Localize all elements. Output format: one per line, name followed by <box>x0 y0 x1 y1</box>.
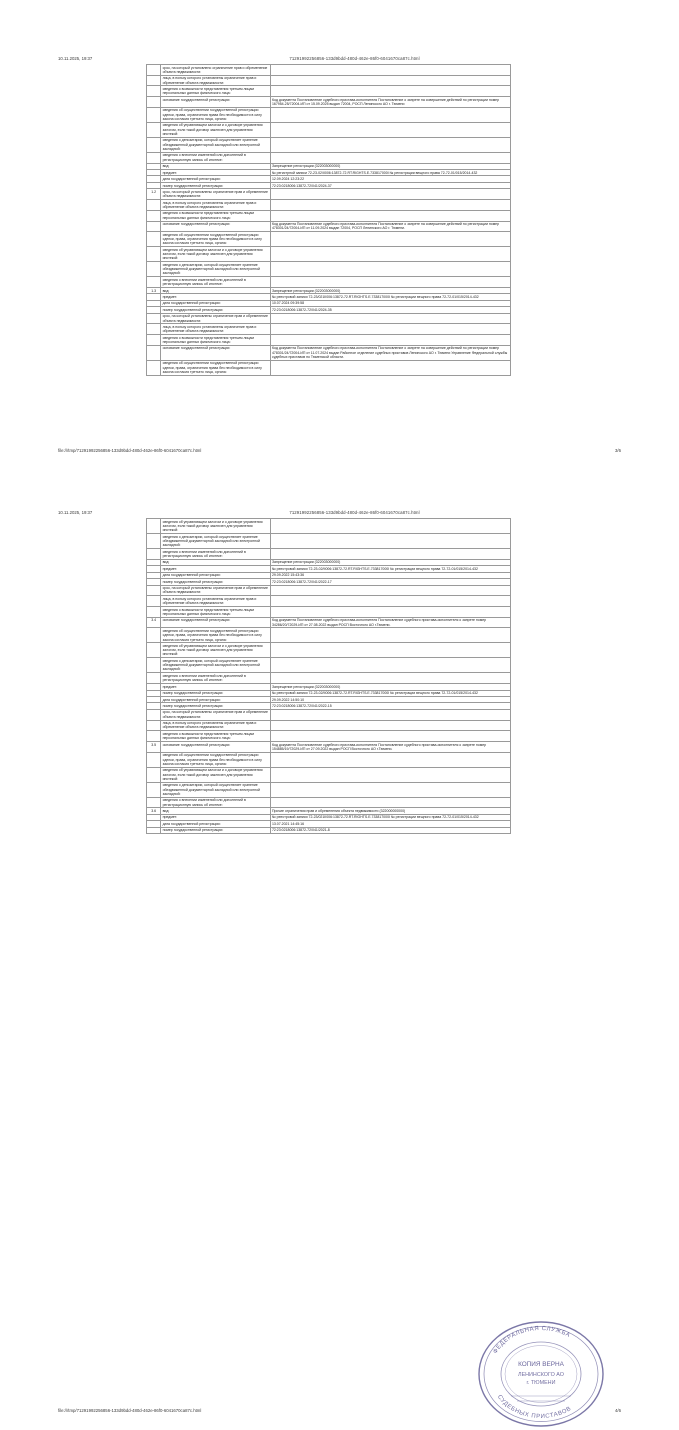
table-row <box>147 606 511 617</box>
row-label: номер государственной регистрации: <box>161 827 270 833</box>
row-value <box>270 628 510 643</box>
row-section-number <box>147 324 161 335</box>
official-seal-stamp <box>470 1318 612 1430</box>
row-section-number: 1.2 <box>147 189 161 200</box>
row-section-number <box>147 643 161 658</box>
table-row <box>147 767 511 782</box>
row-section-number <box>147 335 161 346</box>
row-section-number <box>147 86 161 97</box>
svg-text:г. ТЮМЕНИ: г. ТЮМЕНИ <box>526 1380 556 1386</box>
page-header <box>0 0 679 61</box>
row-section-number <box>147 709 161 720</box>
table-row <box>147 617 511 628</box>
row-section-number <box>147 767 161 782</box>
row-section-number <box>147 752 161 767</box>
table-row <box>147 324 511 335</box>
header-url-2: 71291992256856-133d9bdd-480d-462e-86f0-6041670ca87c.html <box>289 510 420 515</box>
row-section-number <box>147 75 161 86</box>
svg-text:СУДЕБНЫХ ПРИСТАВОВ: СУДЕБНЫХ ПРИСТАВОВ <box>495 1394 573 1421</box>
row-label: сведения о возможности представления третьим лицам персональных данных физического лица: <box>161 731 270 742</box>
row-label: сведения о внесении изменений или дополнений в регистрационную запись об ипотеке: <box>161 277 270 288</box>
header-url: 71291992256856-133d9bdd-480d-462e-86f0-6041670ca87c.html <box>289 56 420 61</box>
row-label: сведения о внесении изменений или дополнений в регистрационную запись об ипотеке: <box>161 152 270 163</box>
table-row <box>147 200 511 211</box>
table-row <box>147 221 511 232</box>
row-label: лица, в пользу которого установлены ограничение прав и обременение объекта недвижимости: <box>161 200 270 211</box>
row-section-number <box>147 247 161 262</box>
table-row <box>147 345 511 360</box>
row-value <box>270 673 510 684</box>
table-row <box>147 262 511 277</box>
row-section-number <box>147 596 161 607</box>
row-value <box>270 324 510 335</box>
row-label: предмет: <box>161 814 270 820</box>
row-value <box>270 232 510 247</box>
row-value <box>270 137 510 152</box>
row-section-number <box>147 232 161 247</box>
table-row <box>147 247 511 262</box>
row-value <box>270 720 510 731</box>
svg-text:КОПИЯ ВЕРНА: КОПИЯ ВЕРНА <box>518 1361 564 1368</box>
table-row <box>147 277 511 288</box>
row-section-number <box>147 360 161 375</box>
row-value: 10.07.2024 09:39:58 <box>270 300 510 306</box>
row-section-number <box>147 137 161 152</box>
row-value: Код документа Постановление судебного пристава-исполнителя Постановление судебного пристава-исполнителя о запрете номер 34286/20/72029-ИП от 27.08.2022 выдан РОСП Восточного АО г.Тюмени. <box>270 617 510 628</box>
row-label: лица, в пользу которого установлены ограничение прав и обременение объекта недвижимости: <box>161 324 270 335</box>
row-label: дата государственной регистрации: <box>161 572 270 578</box>
table-row <box>147 137 511 152</box>
row-label: основание государственной регистрации: <box>161 97 270 108</box>
row-section-number <box>147 827 161 833</box>
row-value: Код документа Постановление судебного пристава-исполнителя Постановление о запрете на совершение действий по регистрации номер 478301/24/72004-ИП от 11.07.2024 выдан Районное отделение судебных приставов Ленинского АО г. Тюмени Управление Федеральной службы судебных приставов по Тюменской области. <box>270 345 510 360</box>
row-label: сведения об осуществлении государственной регистрации сделки, права, ограничения права без необходимости в силу закона согласия третьего лица, органа: <box>161 107 270 122</box>
row-value: № реестровой записи 72-23/021II006:13872-72.RT.RIGHTS.E.733817000I № регистрации вещного права 72-72-01/015/2014-432 <box>270 814 510 820</box>
row-label: сведения о депозитарии, который осуществляет хранение обездвиженной документарной закладной или электронной закладной: <box>161 137 270 152</box>
row-label: срок, на который установлены ограничение прав и обременение объекта недвижимости: <box>161 709 270 720</box>
row-value <box>270 313 510 324</box>
footer-url-2: file:///tmp/71291992256856-133d9bdd-480d-462e-86f0-6041670ca87c.html <box>58 1408 202 1413</box>
row-label: сведения о возможности представления третьим лицам персональных данных физического лица: <box>161 606 270 617</box>
row-value <box>270 122 510 137</box>
row-label: сведения об осуществлении государственной регистрации сделки, права, ограничения права без необходимости в силу закона согласия третьего лица, органа: <box>161 360 270 375</box>
row-value <box>270 533 510 548</box>
row-value: Запрещение регистрации (322003000000) <box>270 163 510 169</box>
table-row <box>147 86 511 97</box>
table-row <box>147 107 511 122</box>
row-section-number <box>147 731 161 742</box>
row-value <box>270 86 510 97</box>
row-value: № регистрной записи 72-23-02/II006:13872-72.RT.RIGHTS.E.733817000I № регистрации вещного права 72-72-01/015/2014-432 <box>270 170 510 176</box>
row-value: № реестровой записи 72-23/021II006:13872-72.RT.RIGHTS.E.733817000I № регистрации вещного права 72-72-01/015/2014-432 <box>270 294 510 300</box>
row-value <box>270 585 510 596</box>
row-section-number <box>147 658 161 673</box>
svg-text:ФЕДЕРАЛЬНАЯ СЛУЖБА: ФЕДЕРАЛЬНАЯ СЛУЖБА <box>492 1325 572 1355</box>
row-label: срок, на который установлены ограничение прав и обременение объекта недвижимости: <box>161 585 270 596</box>
row-value: 29.09.2022 14:50:10 <box>270 696 510 702</box>
row-label: срок, на который установлены ограничение прав и обременение объекта недвижимости: <box>161 189 270 200</box>
row-value: 72:23:0218006:13872-72/041/2021-8 <box>270 827 510 833</box>
registry-table-page-1 <box>146 64 511 376</box>
row-value: 72:23:0218006:13872-72/041/2022-15 <box>270 703 510 709</box>
row-label: сведения о депозитарии, который осуществляет хранение обездвиженной документарной закладной или электронной закладной: <box>161 658 270 673</box>
table-row <box>147 731 511 742</box>
row-section-number <box>147 720 161 731</box>
row-label: сведения об управляющем залогом и о договоре управления залогом, если такой договор заключен для управления ипотекой: <box>161 767 270 782</box>
table-row <box>147 628 511 643</box>
row-label: номер государственной регистрации: <box>161 307 270 313</box>
row-label: дата государственной регистрации: <box>161 696 270 702</box>
row-value <box>270 189 510 200</box>
row-section-number <box>147 519 161 534</box>
table-row <box>147 643 511 658</box>
table-row <box>147 752 511 767</box>
row-value <box>270 247 510 262</box>
footer-page-number: 3/6 <box>615 448 621 453</box>
row-label: срок, на который установлены ограничение прав и обременение объекта недвижимости: <box>161 313 270 324</box>
row-value <box>270 596 510 607</box>
row-label: сведения о возможности представления третьим лицам персональных данных физического лица: <box>161 335 270 346</box>
row-value: Код документа Постановление судебного пристава-исполнителя Постановление судебного пристава-исполнителя о запрете номер 154885/19/72029-ИП от 27.09.2022 выдан РОСП Восточного АО г.Тюмени. <box>270 742 510 753</box>
row-value <box>270 606 510 617</box>
row-section-number <box>147 345 161 360</box>
page-header-2 <box>0 480 679 515</box>
row-value <box>270 782 510 797</box>
row-label: сведения об управляющем залогом и о договоре управления залогом, если такой договор заключен для управления ипотекой: <box>161 122 270 137</box>
header-timestamp: 10.11.2025, 19:37 <box>58 56 93 61</box>
document-page-1 <box>0 0 679 480</box>
row-value <box>270 262 510 277</box>
row-value <box>270 797 510 808</box>
row-value <box>270 767 510 782</box>
table-row <box>147 335 511 346</box>
row-value: 12.09.2024 12:23:22 <box>270 176 510 182</box>
row-label: основание государственной регистрации: <box>161 345 270 360</box>
row-value: Прочие ограничения прав и обременения объекта недвижимости (322000000000) <box>270 808 510 814</box>
row-section-number <box>147 313 161 324</box>
row-section-number <box>147 210 161 221</box>
row-value: № реестровой записи 72-23-02/II006:13872-72.RT.RIGHTS.E.733817000I № регистрации вещного права 72-72-01/015/2014-432 <box>270 566 510 572</box>
row-value <box>270 731 510 742</box>
row-label: сведения о внесении изменений или дополнений в регистрационную запись об ипотеке: <box>161 548 270 559</box>
row-value: Запрещение регистрации (322003000000) <box>270 559 510 565</box>
table-row <box>147 232 511 247</box>
table-row <box>147 152 511 163</box>
row-label: предмет: <box>161 294 270 300</box>
row-section-number <box>147 97 161 108</box>
row-section-number <box>147 628 161 643</box>
row-value <box>270 752 510 767</box>
row-label: сведения об управляющем залогом и о договоре управления залогом, если такой договор заключен для управления ипотекой: <box>161 643 270 658</box>
row-value <box>270 210 510 221</box>
row-section-number <box>147 65 161 76</box>
table-row <box>147 548 511 559</box>
row-label: дата государственной регистрации: <box>161 821 270 827</box>
table-row <box>147 360 511 375</box>
row-label: предмет: <box>161 684 270 690</box>
row-section-number <box>147 673 161 684</box>
table-row <box>147 585 511 596</box>
registry-table-page-2 <box>146 518 511 834</box>
row-value: Код документа Постановление судебного пристава-исполнителя Постановление о запрете на совершение действий по регистрации номер 167954-25/72004-ИП от 15.09.2025 выдан 72004, РОСП Ленинского АО г. Тюмени <box>270 97 510 108</box>
row-section-number <box>147 262 161 277</box>
table-row <box>147 658 511 673</box>
row-section-number <box>147 585 161 596</box>
row-label: сведения об осуществлении государственной регистрации сделки, права, ограничения права без необходимости в силу закона согласия третьего лица, органа: <box>161 628 270 643</box>
row-label: лица, в пользу которого установлены ограничение прав и обременение объекта недвижимости: <box>161 720 270 731</box>
footer-page-number-2: 4/6 <box>615 1408 621 1413</box>
row-value <box>270 643 510 658</box>
table-row <box>147 533 511 548</box>
row-label: вид: <box>161 559 270 565</box>
table-row <box>147 75 511 86</box>
row-section-number <box>147 107 161 122</box>
row-section-number: 3.4 <box>147 617 161 628</box>
row-label: предмет: <box>161 170 270 176</box>
header-timestamp-2: 10.11.2025, 19:37 <box>58 510 93 515</box>
row-label: вид: <box>161 808 270 814</box>
row-value <box>270 65 510 76</box>
row-label: номер государственной регистрации: <box>161 579 270 585</box>
row-section-number <box>147 797 161 808</box>
row-value <box>270 335 510 346</box>
row-section-number <box>147 152 161 163</box>
row-label: основание государственной регистрации: <box>161 221 270 232</box>
table-row <box>147 709 511 720</box>
table-row <box>147 313 511 324</box>
row-label: дата государственной регистрации: <box>161 176 270 182</box>
row-value: Запрещение регистрации (322003000000) <box>270 684 510 690</box>
row-section-number <box>147 533 161 548</box>
table-row <box>147 797 511 808</box>
row-section-number <box>147 200 161 211</box>
row-label: сведения о возможности представления третьим лицам персональных данных физического лица: <box>161 210 270 221</box>
row-section-number <box>147 782 161 797</box>
table-row <box>147 122 511 137</box>
table-row <box>147 673 511 684</box>
page-footer-1 <box>0 448 679 453</box>
row-label: сведения о внесении изменений или дополнений в регистрационную запись об ипотеке: <box>161 673 270 684</box>
table-row <box>147 65 511 76</box>
row-section-number: 3.6 <box>147 808 161 814</box>
row-label: сведения о депозитарии, который осуществляет хранение обездвиженной документарной закладной или электронной закладной: <box>161 533 270 548</box>
table-row <box>147 519 511 534</box>
row-label: номер государственной регистрации: <box>161 182 270 188</box>
row-value <box>270 548 510 559</box>
table-row <box>147 720 511 731</box>
table-row <box>147 782 511 797</box>
svg-text:ЛЕНИНСКОГО АО: ЛЕНИНСКОГО АО <box>518 1372 564 1378</box>
table-row <box>147 210 511 221</box>
row-label: срок, на который установлено ограничение прав и обременение объекта недвижимости: <box>161 65 270 76</box>
row-value <box>270 360 510 375</box>
row-section-number <box>147 221 161 232</box>
row-value <box>270 709 510 720</box>
row-value <box>270 519 510 534</box>
row-section-number <box>147 122 161 137</box>
table-row <box>147 189 511 200</box>
row-section-number: 3.5 <box>147 742 161 753</box>
document-page-2 <box>0 480 679 1421</box>
row-value <box>270 200 510 211</box>
table-row <box>147 827 511 833</box>
row-label: лица, в пользу которого установлены ограничение прав и обременение объекта недвижимости: <box>161 75 270 86</box>
row-label: основание государственной регистрации: <box>161 617 270 628</box>
footer-url: file:///tmp/71291992256856-133d9bdd-480d-462e-86f0-6041670ca87c.html <box>58 448 202 453</box>
row-value: 72:23:0218006:13872-72/041/2022-17 <box>270 579 510 585</box>
row-label: номер государственной регистрации: <box>161 690 270 696</box>
row-value: 29.09.2022 15:43:36 <box>270 572 510 578</box>
row-value <box>270 107 510 122</box>
row-label: сведения об управляющем залогом и о договоре управления залогом, если такой договор заключен для управления ипотекой: <box>161 247 270 262</box>
row-value <box>270 75 510 86</box>
row-section-number <box>147 606 161 617</box>
row-section-number <box>147 277 161 288</box>
row-section-number <box>147 548 161 559</box>
row-value: 13.07.2021 14:45:16 <box>270 821 510 827</box>
page-footer-2 <box>0 1408 679 1413</box>
row-value: 72:23:0218006:13872-72/041/2024-37 <box>270 182 510 188</box>
row-label: сведения об осуществлении государственной регистрации сделки, права, ограничения права без необходимости в силу закона согласия третьего лица, органа: <box>161 752 270 767</box>
table-row <box>147 97 511 108</box>
row-label: сведения об управляющем залогом и о договоре управления залогом, если такой договор заключен для управления ипотекой: <box>161 519 270 534</box>
row-value <box>270 277 510 288</box>
row-label: вид: <box>161 287 270 293</box>
row-label: дата государственной регистрации: <box>161 300 270 306</box>
row-label: сведения о депозитарии, который осуществляет хранение обездвиженной документарной закладной или электронной закладной: <box>161 782 270 797</box>
row-value: Код документа Постановление судебного пристава-исполнителя Постановление о запрете на совершение действий по регистрации номер 478301/24/72004-ИП от 11.09.2024 выдан 72004, РОСП Ленинского АО г. Тюмени. <box>270 221 510 232</box>
row-value <box>270 658 510 673</box>
table-row <box>147 596 511 607</box>
row-label: номер государственной регистрации: <box>161 703 270 709</box>
row-value <box>270 152 510 163</box>
row-label: сведения о возможности представления третьим лицам персональных данных физического лица: <box>161 86 270 97</box>
row-value: № реестровой записи 72-23-02/II006:13872-72.RT.RIGHTS.E.733817000I № регистрации вещного права 72-72-01/015/2014-432 <box>270 690 510 696</box>
row-label: сведения об осуществлении государственной регистрации сделки, права, ограничения права без необходимости в силу закона согласия третьего лица, органа: <box>161 232 270 247</box>
row-label: предмет: <box>161 566 270 572</box>
row-label: основание государственной регистрации: <box>161 742 270 753</box>
table-row <box>147 742 511 753</box>
row-value: 72:23:0218006:13872-72/041/2024-35 <box>270 307 510 313</box>
row-section-number: 1.3 <box>147 287 161 293</box>
row-label: сведения о депозитарии, который осуществляет хранение обездвиженной документарной закладной или электронной закладной: <box>161 262 270 277</box>
row-label: вид: <box>161 163 270 169</box>
row-value: Запрещение регистрации (322003000000) <box>270 287 510 293</box>
row-label: лица, в пользу которого установлены ограничение прав и обременение объекта недвижимости: <box>161 596 270 607</box>
row-label: сведения о внесении изменений или дополнений в регистрационную запись об ипотеке: <box>161 797 270 808</box>
